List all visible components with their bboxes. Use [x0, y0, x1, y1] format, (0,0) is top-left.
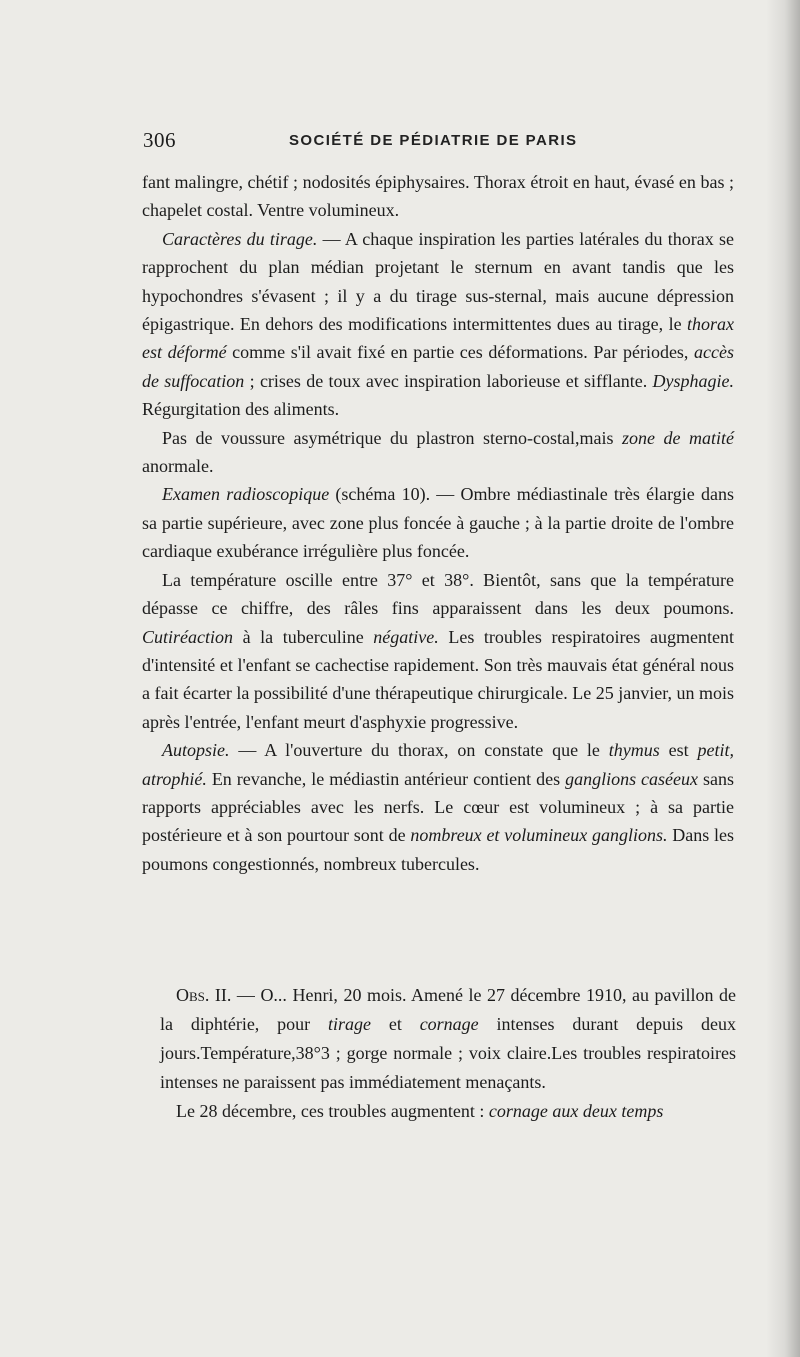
- page-header: [143, 128, 733, 158]
- p5-text2: à la tuberculine: [233, 626, 374, 647]
- p2-text4: Régurgitation des aliments.: [142, 399, 340, 420]
- p8-em1: cornage aux deux temps: [488, 1101, 664, 1121]
- p6-text4: sans rapports appréciables avec les nerfs. Le cœur est volumineux ; à sa partie postérieure et à son pourtour sont de: [142, 768, 734, 846]
- p2-lead: Caractères du tirage.: [162, 228, 318, 249]
- p2-em3: Dysphagie.: [652, 370, 734, 391]
- p2-text2: comme s'il avait fixé en partie ces déformations. Par périodes,: [226, 342, 695, 363]
- p4-lead: Examen radioscopique: [162, 484, 330, 505]
- obs-em1: tirage: [328, 1014, 371, 1034]
- p6-text5: Dans les poumons congestionnés, nombreux tubercules.: [142, 825, 735, 874]
- p2-text1: — A chaque inspiration les parties latérales du thorax se rapprochent du plan médian projetant le sternum en avant tandis que les hypochondres s'évasent ; il y a du tirage sus-sternal, mais aucune dépression épigastrique. En dehors des modifications intermittentes dues au tirage, le: [142, 228, 734, 335]
- p3-text2: anormale.: [142, 456, 214, 477]
- p6-em2: petit, atrophié.: [142, 740, 734, 789]
- p2-em2: accès de suffocation: [142, 342, 734, 391]
- paragraph-caracteres-du-tirage: [142, 225, 734, 424]
- p6-em3: ganglions caséeux: [565, 768, 699, 789]
- p6-lead: Autopsie.: [162, 740, 230, 761]
- p8-text1: Le 28 décembre, ces troubles augmentent :: [176, 1101, 489, 1121]
- p6-text3: En revanche, le médiastin antérieur contient des: [206, 768, 566, 789]
- observation-block: [160, 981, 736, 1126]
- page-number: 306: [143, 128, 176, 152]
- p6-em4: nombreux et volumineux ganglions.: [410, 825, 668, 846]
- p2-em1: thorax est déformé: [142, 314, 734, 363]
- obs-text3: intenses durant depuis deux jours.Température,38°3 ; gorge normale ; voix claire.Les troubles respiratoires intenses ne paraissent pas immédiatement menaçants.: [160, 1014, 736, 1092]
- page-edge-shadow: [766, 0, 800, 1357]
- paragraph-temperature: [142, 566, 734, 736]
- p4-text1: (schéma 10). — Ombre médiastinale très élargie dans sa partie supérieure, avec zone plus foncée à gauche ; à la partie droite de l'ombre cardiaque exubérance irrégulière plus foncée.: [142, 484, 734, 562]
- paragraph-voussure: [142, 424, 734, 481]
- p5-text3: Les troubles respiratoires augmentent d'intensité et l'enfant se cachectise rapidement. Son très mauvais état général nous a fait écarter la possibilité d'une thérapeutique chirurgicale. Le 25 janvier, un mois après l'entrée, l'enfant meurt d'asphyxie progressive.: [142, 626, 734, 732]
- p2-text3: ; crises de toux avec inspiration laborieuse et sifflante.: [244, 370, 653, 391]
- running-title: SOCIÉTÉ DE PÉDIATRIE DE PARIS: [289, 132, 578, 149]
- p1-text: fant malingre, chétif ; nodosités épiphysaires. Thorax étroit en haut, évasé en bas ; chapelet costal. Ventre volumineux.: [142, 172, 734, 221]
- paragraph-autopsie: [142, 736, 734, 878]
- p6-text2: est: [659, 740, 698, 761]
- obs-text1: — O... Henri, 20 mois. Amené le 27 décembre 1910, au pavillon de la diphtérie, pour: [160, 985, 736, 1034]
- body-text: [142, 168, 734, 878]
- obs-text2: et: [371, 1014, 420, 1034]
- p3-text1: Pas de voussure asymétrique du plastron sterno-costal,mais: [162, 427, 622, 448]
- paragraph-examen-radioscopique: [142, 480, 734, 565]
- p5-em1: Cutiréaction: [142, 626, 233, 647]
- paragraph-obs-ii: [160, 981, 736, 1097]
- p6-em1: thymus: [608, 740, 660, 761]
- paragraph-1: [142, 168, 734, 225]
- p6-text1: — A l'ouverture du thorax, on constate que le: [229, 740, 609, 761]
- p5-text1: La température oscille entre 37° et 38°. Bientôt, sans que la température dépasse ce chiffre, des râles fins apparaissent dans les deux poumons.: [142, 569, 734, 619]
- p3-em1: zone de matité: [622, 427, 734, 448]
- paragraph-28-decembre: [160, 1097, 736, 1126]
- p5-em2: négative.: [373, 626, 439, 647]
- obs-em2: cornage: [419, 1014, 479, 1034]
- obs-label: Obs. II.: [176, 985, 232, 1005]
